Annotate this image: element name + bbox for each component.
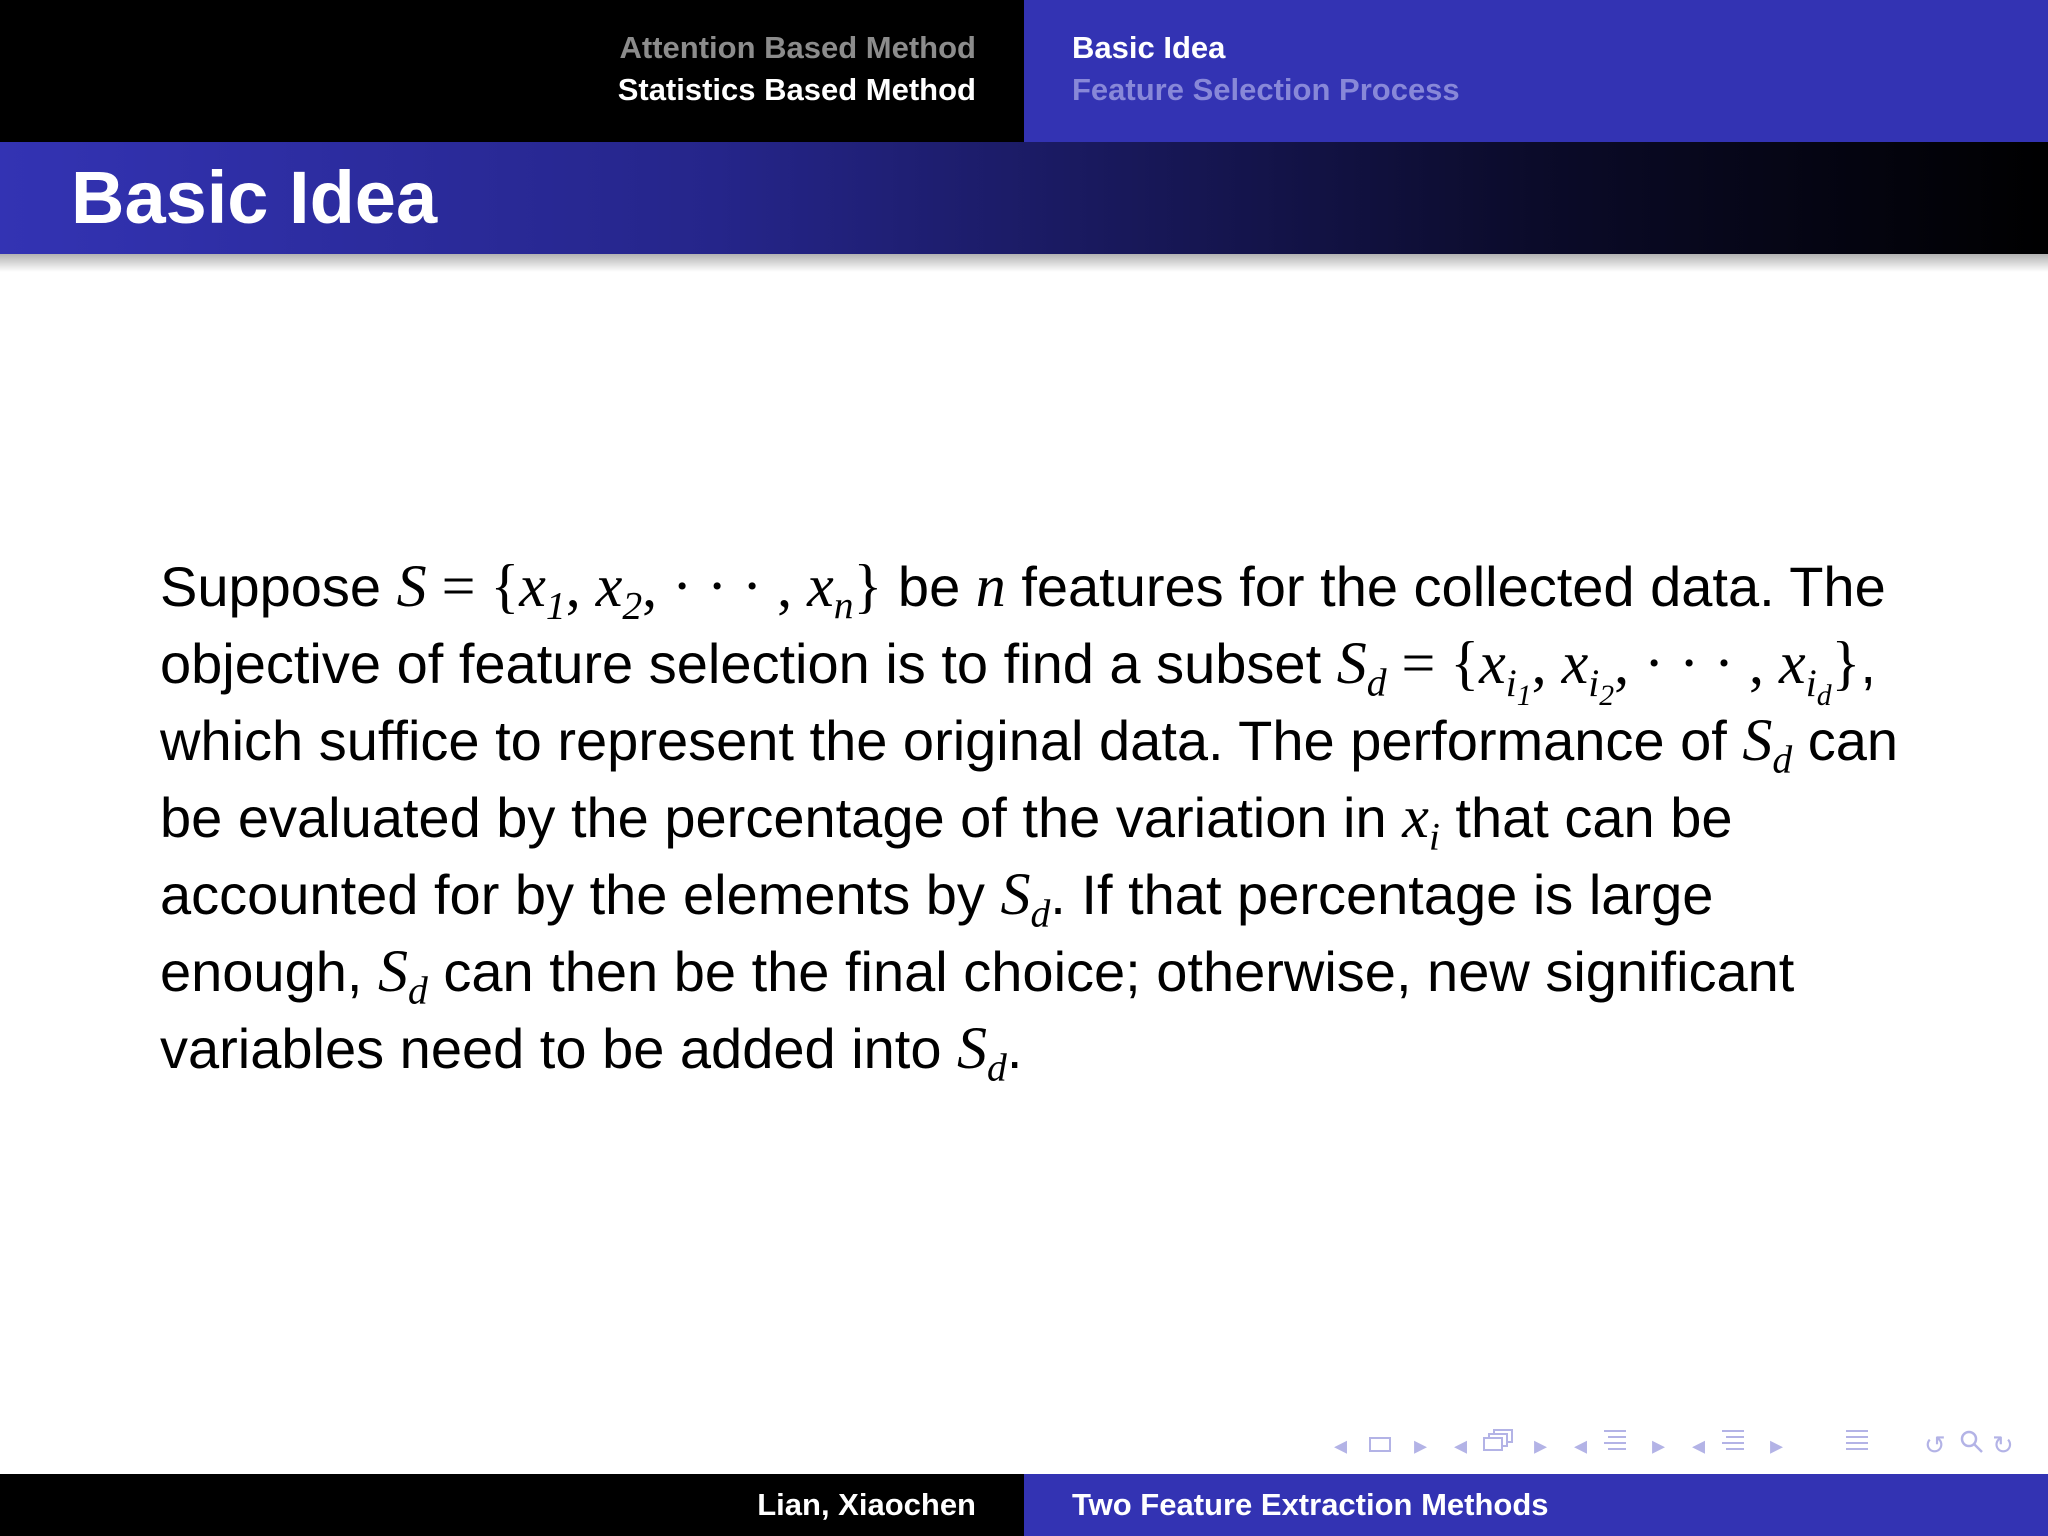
footer xyxy=(0,1474,2048,1536)
navigation-symbols xyxy=(1334,1428,2034,1462)
subsection-next-icon[interactable]: ▸ xyxy=(1534,1430,1548,1460)
section-next-icon[interactable]: ▸ xyxy=(1770,1430,1784,1460)
footer-author: Lian, Xiaochen xyxy=(757,1487,976,1522)
section-icon[interactable] xyxy=(1600,1428,1630,1462)
body-text: Suppose xyxy=(160,555,397,618)
math-sd: $S_d$ xyxy=(377,938,428,1013)
footer-title-box xyxy=(1024,1474,2048,1536)
section-icon[interactable] xyxy=(1718,1428,1748,1462)
body-text: features for the collected data. The objective of feature selection is to find a subset xyxy=(160,555,1886,695)
math-sd: $S_d$ xyxy=(1742,707,1793,782)
frame-prev-icon[interactable]: ◂ xyxy=(1334,1430,1348,1460)
subsection-navigation xyxy=(1024,0,2048,142)
header-navigation xyxy=(0,0,2048,142)
section-link-attention-based-method[interactable]: Attention Based Method xyxy=(619,30,976,65)
math-set-s: $S = \{x_1$, $x_2$, · · · , $x_n$} xyxy=(396,553,883,628)
title-bar-shadow xyxy=(0,254,2048,272)
subsection-icon[interactable] xyxy=(1482,1428,1516,1462)
footer-title: Two Feature Extraction Methods xyxy=(1072,1487,1549,1522)
math-sd: $S_d$ xyxy=(957,1015,1007,1090)
body-text: that can be accounted for by the elements by xyxy=(160,786,1733,926)
frame-icon[interactable] xyxy=(1368,1428,1392,1462)
body-text: can then be the final choice; otherwise, new significant variables need to be added into xyxy=(160,940,1795,1080)
math-sd: $S_d$ xyxy=(1000,861,1051,936)
appendix-icon[interactable] xyxy=(1842,1428,1872,1462)
section-prev-icon[interactable]: ◂ xyxy=(1574,1430,1588,1460)
body-text: be xyxy=(882,555,976,618)
body-text: , which suffice to represent the original data. The performance of xyxy=(160,632,1876,772)
subsection-link-feature-selection-process[interactable]: Feature Selection Process xyxy=(1072,72,1460,107)
subsection-prev-icon[interactable]: ◂ xyxy=(1454,1430,1468,1460)
search-icon[interactable] xyxy=(1958,1428,1986,1464)
section-navigation xyxy=(0,0,1024,142)
math-n: n xyxy=(975,553,1006,619)
section-prev-icon[interactable]: ◂ xyxy=(1692,1430,1706,1460)
body-text: . If that percentage is large enough, xyxy=(160,863,1714,1003)
section-link-statistics-based-method[interactable]: Statistics Based Method xyxy=(617,72,976,107)
body-text: can be evaluated by the percentage of the variation in xyxy=(160,709,1899,849)
math-xi: $x_i$ xyxy=(1402,784,1440,859)
forward-icon[interactable]: ↻ xyxy=(1992,1430,2014,1460)
section-next-icon[interactable]: ▸ xyxy=(1652,1430,1666,1460)
slide-body xyxy=(160,548,1920,1090)
body-paragraph xyxy=(160,548,1920,1090)
body-text: . xyxy=(1006,1017,1023,1080)
frame-title-bar xyxy=(0,142,2048,254)
frame-title: Basic Idea xyxy=(71,156,438,239)
math-set-sd: $S_d = \{x_{i_1}$, $x_{i_2}$, · · · , $x_{i_d}$} xyxy=(1336,630,1861,712)
footer-author-box xyxy=(0,1474,1024,1536)
subsection-link-basic-idea[interactable]: Basic Idea xyxy=(1072,30,1226,65)
frame-next-icon[interactable]: ▸ xyxy=(1414,1430,1428,1460)
back-icon[interactable]: ↺ xyxy=(1924,1430,1946,1460)
